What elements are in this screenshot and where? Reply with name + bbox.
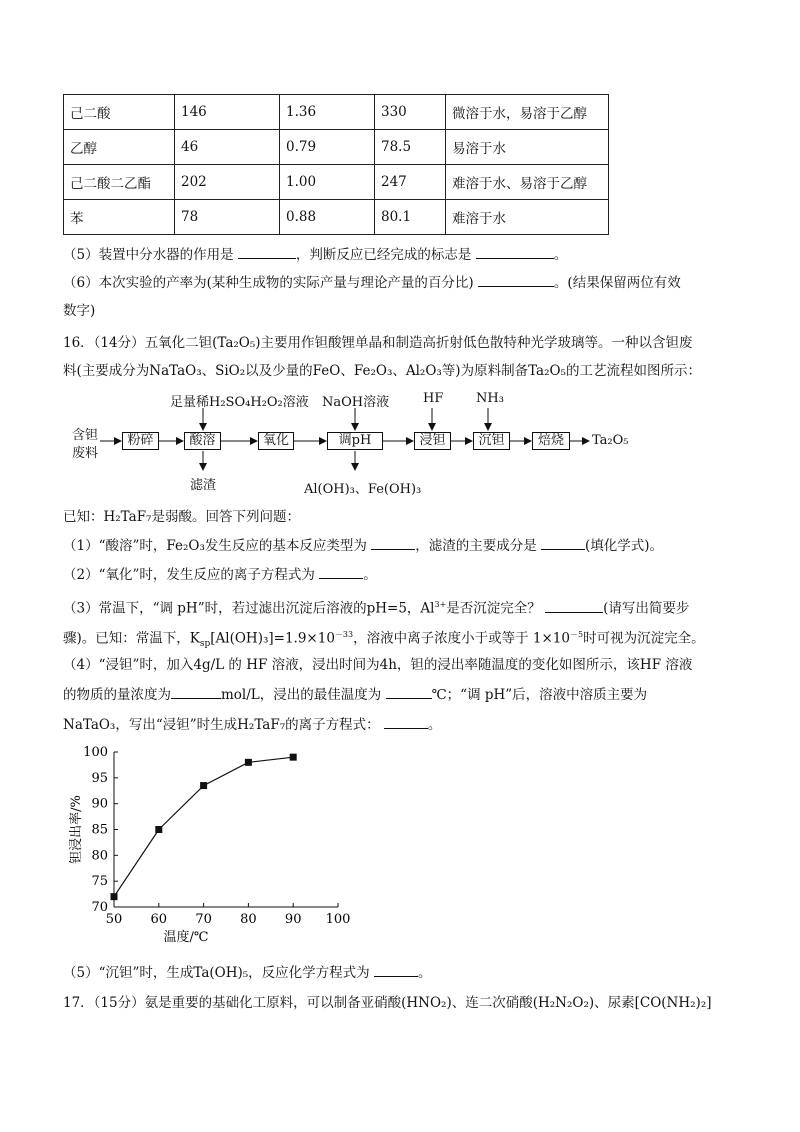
x-tick-label: 90 [284,912,302,927]
flow-step-oxidize: 氧化 [258,432,294,450]
q16-intro-line1: 16．（14分）五氧化二钽(Ta₂O₅)主要用作钽酸锂单晶和制造高折射低色散特种光学玻璃等。一种以含钽废 [63,335,693,351]
y-tick-label: 90 [91,796,108,812]
answer-blank[interactable] [541,537,585,550]
q16-part2: （2）“氧化”时，发生反应的离子方程式为 。 [63,567,377,583]
table-cell: 难溶于水、易溶于乙醇 [446,165,609,200]
table-cell: 46 [175,130,280,165]
flow-start-line1: 含钽 [72,428,99,443]
y-tick-label: 75 [91,874,108,890]
table-cell: 0.79 [280,130,375,165]
table-cell: 微溶于水，易溶于乙醇 [446,95,609,130]
table-cell: 1.00 [280,165,375,200]
y-tick-label: 85 [91,822,108,838]
answer-blank[interactable] [384,716,428,729]
q16-part3: （3）常温下，“调 pH”时，若过滤出沉淀后溶液的pH=5，$Al^{3+}$是否沉淀完全？ (请写出简要步 [63,600,690,617]
answer-blank[interactable] [386,686,432,699]
flow-reagent-hf: HF [423,391,444,406]
table-cell: 苯 [64,200,175,235]
flow-reagent-naoh: NaOH溶液 [322,395,390,410]
data-point [200,782,207,789]
table-cell: 78 [175,200,280,235]
table-cell: 80.1 [375,200,446,235]
table-cell: 1.36 [280,95,375,130]
data-point [290,754,297,761]
flow-reagent-nh3: NH₃ [476,391,504,406]
answer-blank[interactable] [374,964,418,977]
x-tick-label: 70 [195,912,212,927]
q16-part4-cont1: 的物质的量浓度为 mol/L，浸出的最佳温度为 ℃；“调 pH”后，溶液中溶质主要为 [63,687,648,703]
x-tick-label: 100 [325,912,351,927]
flow-step-roast: 焙烧 [532,432,570,450]
table-cell: 247 [375,165,446,200]
table-cell: 0.88 [280,200,375,235]
q16-intro-line2: 料(主要成分为NaTaO₃、SiO₂以及少量的FeO、Fe₂O₃、Al₂O₃等)为原料制备Ta₂O₅的工艺流程如图所示： [63,363,701,379]
flow-arrows [0,0,800,500]
table-cell: 202 [175,165,280,200]
flow-precipitate-product: Al(OH)₃、Fe(OH)₃ [304,482,422,497]
q15-part6: （6）本次实验的产率为(某种生成物的实际产量与理论产量的百分比) 。(结果保留两位有效 [63,275,681,291]
q16-part5: （5）“沉钽”时，生成Ta(OH)₅，反应化学方程式为 。 [63,965,432,981]
q16-part3-cont: 骤)。已知：常温下，$K_{sp}[Al(OH)_3]=1.9\times 10^{-33}$，溶液中离子浓度小于或等于 $1\times 10^{-5}$时可视为沉淀完全。 [63,630,705,650]
data-point [111,893,118,900]
x-axis-label: 温度/℃ [163,930,209,945]
flow-step-precipitate: 沉钽 [473,432,510,450]
table-cell: 难溶于水 [446,200,609,235]
answer-blank[interactable] [319,566,363,579]
q16-part4-cont2: NaTaO₃，写出“浸钽”时生成H₂TaF₇的离子方程式： 。 [63,717,442,733]
answer-blank[interactable] [545,600,603,613]
leach-rate-chart [60,740,360,955]
flow-residue: 滤渣 [190,478,217,493]
flow-step-adjust-ph: 调pH [327,432,383,450]
y-tick-label: 70 [91,900,108,915]
answer-blank[interactable] [171,686,221,699]
q16-known: 已知：H₂TaF₇是弱酸。回答下列问题： [63,509,300,525]
q17-intro: 17．（15分）氨是重要的基础化工原料，可以制备亚硝酸(HNO₂)、连二次硝酸(H₂N₂O₂)、尿素[CO(NH₂)₂] [63,995,712,1011]
flow-product: Ta₂O₅ [592,433,629,448]
q16-part1: （1）“酸溶”时，Fe₂O₃发生反应的基本反应类型为 ，滤渣的主要成分是 (填化学式)。 [63,538,664,554]
y-axis-label: 钽浸出率/% [69,795,84,864]
x-tick-label: 50 [105,912,123,927]
q16-part4: （4）“浸钽”时，加入4g/L 的 HF 溶液，浸出时间为4h，钽的浸出率随温度的变化如图所示，该HF 溶液 [63,657,693,673]
table-cell: 78.5 [375,130,446,165]
flow-step-crush: 粉碎 [122,432,159,450]
table-cell: 乙醇 [64,130,175,165]
data-point [245,759,252,766]
y-tick-label: 100 [83,745,108,760]
table-cell: 己二酸二乙酯 [64,165,175,200]
x-tick-label: 80 [240,912,257,927]
table-cell: 146 [175,95,280,130]
q15-part5: （5）装置中分水器的作用是 ，判断反应已经完成的标志是 。 [63,247,568,263]
table-cell: 330 [375,95,446,130]
y-tick-label: 95 [91,770,108,786]
y-tick-label: 80 [91,848,108,864]
flow-step-acid-dissolve: 酸溶 [184,432,221,450]
q15-part6-cont: 数字) [63,303,96,319]
flow-step-leach: 浸钽 [414,432,451,450]
series-line [114,757,293,897]
x-tick-label: 60 [150,912,168,927]
table-cell: 己二酸 [64,95,175,130]
data-point [155,826,162,833]
answer-blank[interactable] [371,537,415,550]
flow-reagent-acid: 足量稀H₂SO₄H₂O₂溶液 [170,395,309,410]
flow-start-line2: 废料 [72,446,99,461]
table-cell: 易溶于水 [446,130,609,165]
